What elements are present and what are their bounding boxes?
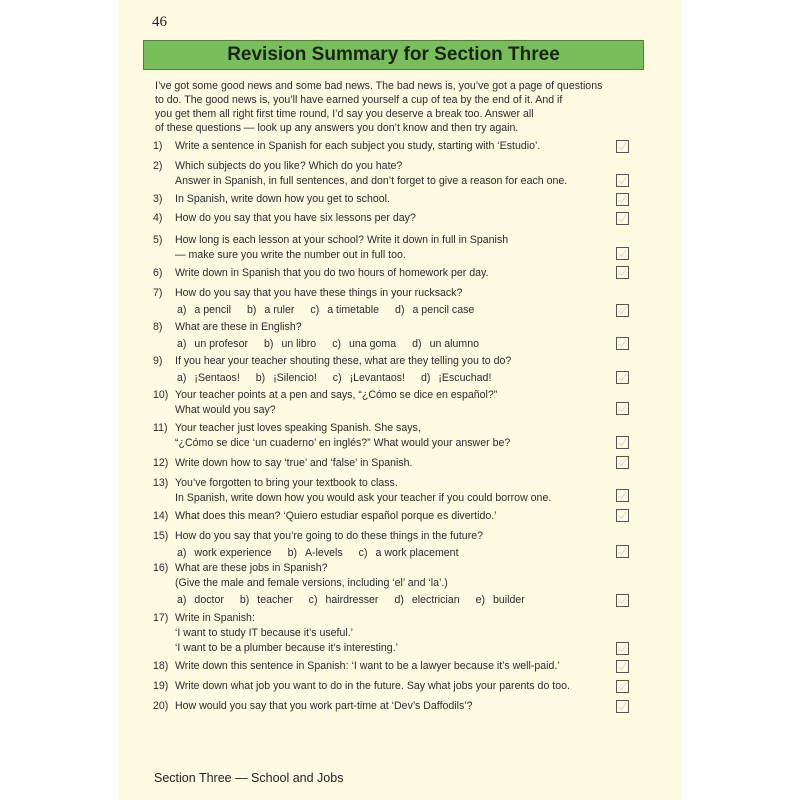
page-number: 46 [152,14,167,30]
question-item [153,139,623,154]
question-text: Which subjects do you like? Which do you hate? [175,160,403,172]
option-item [264,337,316,352]
intro-line: you get them all right first time round, I’d say you deserve a break too. Answer all [155,108,534,120]
question-number: 2) [153,160,163,172]
question-number: 18) [153,660,169,672]
question-item [153,421,623,451]
option-item [177,337,248,352]
option-text: A-levels [304,547,343,559]
tick-icon [618,511,627,520]
question-number: 8) [153,321,163,333]
question-number: 6) [153,267,163,279]
option-item [288,546,343,561]
question-item [153,159,623,189]
question-text: Write in Spanish: [175,612,255,624]
question-item [153,233,623,263]
tick-icon [618,662,627,671]
question-checkbox[interactable] [616,594,629,607]
option-letter: d) [394,594,404,606]
option-letter: d) [395,304,405,316]
tick-icon [618,373,627,382]
tick-icon [618,702,627,711]
option-item [395,303,474,318]
question-text: Write down in Spanish that you do two hours of homework per day. [175,267,489,279]
intro-line: to do. The good news is, you’ll have earned yourself a cup of tea by the end of it. And if [155,94,563,106]
question-number: 14) [153,510,169,522]
tick-icon [618,195,627,204]
option-item [177,546,272,561]
question-number: 13) [153,477,169,489]
option-item [332,337,396,352]
question-item [153,509,623,524]
option-item [421,371,491,386]
question-number: 12) [153,457,169,469]
question-checkbox[interactable] [616,700,629,713]
option-item [177,371,240,386]
question-number: 5) [153,234,163,246]
tick-icon [618,547,627,556]
question-text: How do you say that you have six lessons per day? [175,212,416,224]
option-text: un alumno [429,338,480,350]
option-letter: c) [310,304,320,316]
question-text: How long is each lesson at your school? Write it down in full in Spanish [175,234,509,246]
intro-text [155,79,625,135]
question-checkbox[interactable] [616,660,629,673]
question-text: If you hear your teacher shouting these, what are they telling you to do? [175,355,512,367]
question-text: ‘I want to study IT because it’s useful.’ [175,627,354,639]
tick-icon [618,404,627,413]
intro-line: of these questions — look up any answers you don’t know and then try again. [155,122,519,134]
question-number: 16) [153,562,169,574]
option-text: ¡Sentaos! [194,372,240,384]
question-checkbox[interactable] [616,371,629,384]
option-text: un profesor [194,338,249,350]
tick-icon [618,214,627,223]
tick-icon [618,142,627,151]
question-text: Answer in Spanish, in full sentences, and don’t forget to give a reason for each one. [175,175,568,187]
option-text: electrician [411,594,460,606]
question-item [153,266,623,281]
option-letter: b) [239,594,250,606]
question-item [153,211,623,226]
question-number: 1) [153,140,163,152]
question-number: 20) [153,700,169,712]
question-text: Write down what job you want to do in the future. Say what jobs your parents do too. [175,680,570,692]
question-text: Write down this sentence in Spanish: ‘I want to be a lawyer because it’s well-paid.’ [175,660,560,672]
question-checkbox[interactable] [616,266,629,279]
question-item [153,456,623,471]
option-letter: c) [308,594,318,606]
tick-icon [618,458,627,467]
intro-line: I’ve got some good news and some bad news. The bad news is, you’ve got a page of questions [155,80,603,92]
tick-icon [618,339,627,348]
question-number: 19) [153,680,169,692]
question-text: What are these jobs in Spanish? [175,562,328,574]
question-item [153,529,623,561]
option-letter: b) [287,547,297,559]
question-checkbox[interactable] [616,247,629,260]
option-letter: e) [475,594,486,606]
option-text: ¡Levantaos! [349,372,405,384]
option-letter: a) [177,338,187,350]
question-checkbox[interactable] [616,212,629,225]
option-letter: d) [412,338,422,350]
question-text: What would you say? [175,404,276,416]
tick-icon [618,644,627,653]
question-number: 15) [153,530,169,542]
question-text: Write a sentence in Spanish for each subject you study, starting with ‘Estudio’. [175,140,541,152]
option-text: work experience [194,547,272,559]
question-checkbox[interactable] [616,509,629,522]
question-number: 3) [153,193,163,205]
question-number: 7) [153,287,163,299]
question-text: In Spanish, write down how you get to school. [175,193,390,205]
question-number: 9) [153,355,163,367]
question-checkbox[interactable] [616,337,629,350]
question-item [153,476,623,506]
option-letter: b) [246,304,257,316]
question-checkbox[interactable] [616,489,629,502]
question-item [153,659,623,674]
option-item [177,593,224,608]
question-text: How would you say that you work part-time at ‘Dev’s Daffodils’? [175,700,473,712]
question-number: 17) [153,612,169,624]
option-text: ¡Silencio! [273,372,317,384]
tick-icon [618,596,627,605]
question-checkbox[interactable] [616,174,629,187]
question-item [153,320,623,352]
option-letter: a) [177,304,187,316]
tick-icon [618,682,627,691]
option-letter: b) [264,338,274,350]
option-item [394,593,459,608]
option-item [310,303,379,318]
question-text: “¿Cómo se dice ‘un cuaderno’ en inglés?” What would your answer be? [175,437,511,449]
option-item [247,303,294,318]
option-text: ¡Escuchad! [438,372,492,384]
option-item [359,546,459,561]
question-text: Write down how to say ‘true’ and ‘false’ in Spanish. [175,457,413,469]
question-number: 4) [153,212,163,224]
question-item [153,679,623,694]
question-item [153,388,623,418]
option-item [476,593,525,608]
tick-icon [618,268,627,277]
question-checkbox[interactable] [616,193,629,206]
option-text: a pencil [194,304,231,316]
question-checkbox[interactable] [616,680,629,693]
option-letter: c) [332,338,342,350]
tick-icon [618,491,627,500]
question-checkbox[interactable] [616,304,629,317]
question-text: Your teacher just loves speaking Spanish. She says, [175,422,421,434]
question-text: ‘I want to be a plumber because it’s interesting.’ [175,642,398,654]
question-item [153,561,623,608]
option-letter: a) [177,547,187,559]
option-text: a timetable [327,304,380,316]
question-text: In Spanish, write down how you would ask your teacher if you could borrow one. [175,492,552,504]
question-text: What does this mean? ‘Quiero estudiar español porque es divertido.’ [175,510,497,522]
option-text: a work placement [375,547,459,559]
option-letter: c) [332,372,342,384]
question-checkbox[interactable] [616,456,629,469]
option-text: teacher [257,594,293,606]
answer-options [177,337,623,352]
question-text: How do you say that you have these things in your rucksack? [175,287,463,299]
option-text: una goma [349,338,397,350]
question-item [153,286,623,318]
answer-options [177,546,623,561]
question-text: You’ve forgotten to bring your textbook to class. [175,477,398,489]
answer-options [177,303,623,318]
question-number: 10) [153,389,169,401]
option-text: un libro [281,338,317,350]
option-letter: b) [255,372,266,384]
question-text: Your teacher points at a pen and says, “¿Cómo se dice en español?” [175,389,498,401]
question-text: How do you say that you’re going to do these things in the future? [175,530,484,542]
question-item [153,192,623,207]
option-text: a pencil case [412,304,475,316]
question-checkbox[interactable] [616,436,629,449]
tick-icon [618,306,627,315]
option-letter: c) [358,547,368,559]
footer-section-title: Section Three — School and Jobs [154,771,344,785]
option-text: doctor [194,594,224,606]
question-checkbox[interactable] [616,140,629,153]
option-item [177,303,231,318]
question-number: 11) [153,422,168,434]
question-checkbox[interactable] [616,402,629,415]
question-item [153,611,623,656]
option-letter: a) [177,372,187,384]
question-checkbox[interactable] [616,545,629,558]
tick-icon [618,249,627,258]
option-text: builder [493,594,525,606]
option-item [333,371,405,386]
question-checkbox[interactable] [616,642,629,655]
answer-options [177,593,623,608]
question-text: (Give the male and female versions, including ‘el’ and ‘la’.) [175,577,448,589]
question-text: What are these in English? [175,321,302,333]
question-item [153,699,623,714]
option-text: hairdresser [325,594,379,606]
answer-options [177,371,623,386]
option-letter: d) [420,372,431,384]
question-item [153,354,623,386]
page-title: Revision Summary for Section Three [143,40,644,70]
option-letter: a) [177,594,187,606]
option-item [309,593,379,608]
tick-icon [618,438,627,447]
tick-icon [618,176,627,185]
option-item [256,371,317,386]
option-text: a ruler [264,304,295,316]
option-item [240,593,293,608]
option-item [412,337,479,352]
question-text: — make sure you write the number out in full too. [175,249,406,261]
